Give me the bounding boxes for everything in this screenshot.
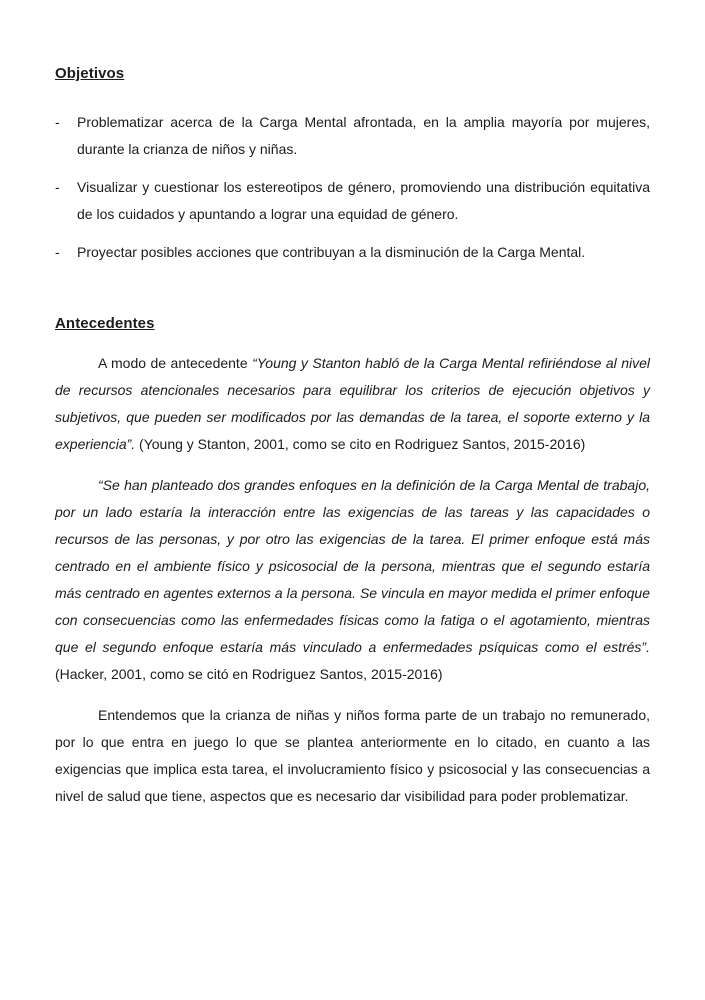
paragraph-lead-text: A modo de antecedente: [98, 355, 253, 371]
paragraph-quote-young-stanton: [55, 350, 650, 458]
citation-text: (Hacker, 2001, como se citó en Rodriguez Santos, 2015-2016): [55, 666, 443, 682]
list-item: [55, 109, 650, 163]
quote-text: “Young y Stanton habló de la Carga Mental refiriéndose al nivel de recursos atencionales necesarios para equilibrar los criterios de ejecución objetivos y subjetivos, que pueden ser modificados por las demandas de la tarea, el soporte externo y la experiencia”.: [55, 355, 650, 452]
quote-text: “Se han planteado dos grandes enfoques en la definición de la Carga Mental de trabajo, por un lado estaría la interacción entre las exigencias de las tareas y las capacidades o recursos de las personas, y por otro las exigencias de la tarea. El primer enfoque está más centrado en el ambiente físico y psicosocial de la persona, mientras que el segundo estaría más centrado en agentes externos a la persona. Se vincula en mayor medida el primer enfoque con consecuencias como las enfermedades físicas como la fatiga o el agotamiento, mientras que el segundo enfoque estaría más vinculado a enfermedades psíquicas como el estrés”.: [55, 477, 650, 655]
paragraph-body-text: Entendemos que la crianza de niñas y niños forma parte de un trabajo no remunerado, por lo que entra en juego lo que se plantea anteriormente en lo citado, en cuanto a las exigencias que implica esta tarea, el involucramiento físico y psicosocial y las consecuencias a nivel de salud que tiene, aspectos que es necesario dar visibilidad para poder problematizar.: [55, 707, 650, 804]
paragraph-body: [55, 702, 650, 810]
bullet-dash: -: [55, 244, 60, 260]
bullet-text: Problematizar acerca de la Carga Mental afrontada, en la amplia mayoría por mujeres, durante la crianza de niños y niñas.: [77, 114, 650, 157]
citation-text: (Young y Stanton, 2001, como se cito en Rodriguez Santos, 2015-2016): [135, 436, 586, 452]
objetivos-bullet-list: [55, 109, 650, 266]
paragraph-quote-hacker: [55, 472, 650, 688]
bullet-dash: -: [55, 179, 60, 195]
objetivos-heading: Objetivos: [55, 65, 125, 82]
section-antecedentes: [55, 310, 650, 810]
bullet-text: Visualizar y cuestionar los estereotipos de género, promoviendo una distribución equitativa de los cuidados y apuntando a lograr una equidad de género.: [77, 179, 650, 222]
bullet-dash: -: [55, 114, 60, 130]
list-item: [55, 174, 650, 228]
list-item: [55, 239, 650, 266]
section-objetivos: [55, 60, 650, 266]
antecedentes-heading: Antecedentes: [55, 315, 155, 332]
bullet-text: Proyectar posibles acciones que contribuyan a la disminución de la Carga Mental.: [77, 244, 586, 260]
